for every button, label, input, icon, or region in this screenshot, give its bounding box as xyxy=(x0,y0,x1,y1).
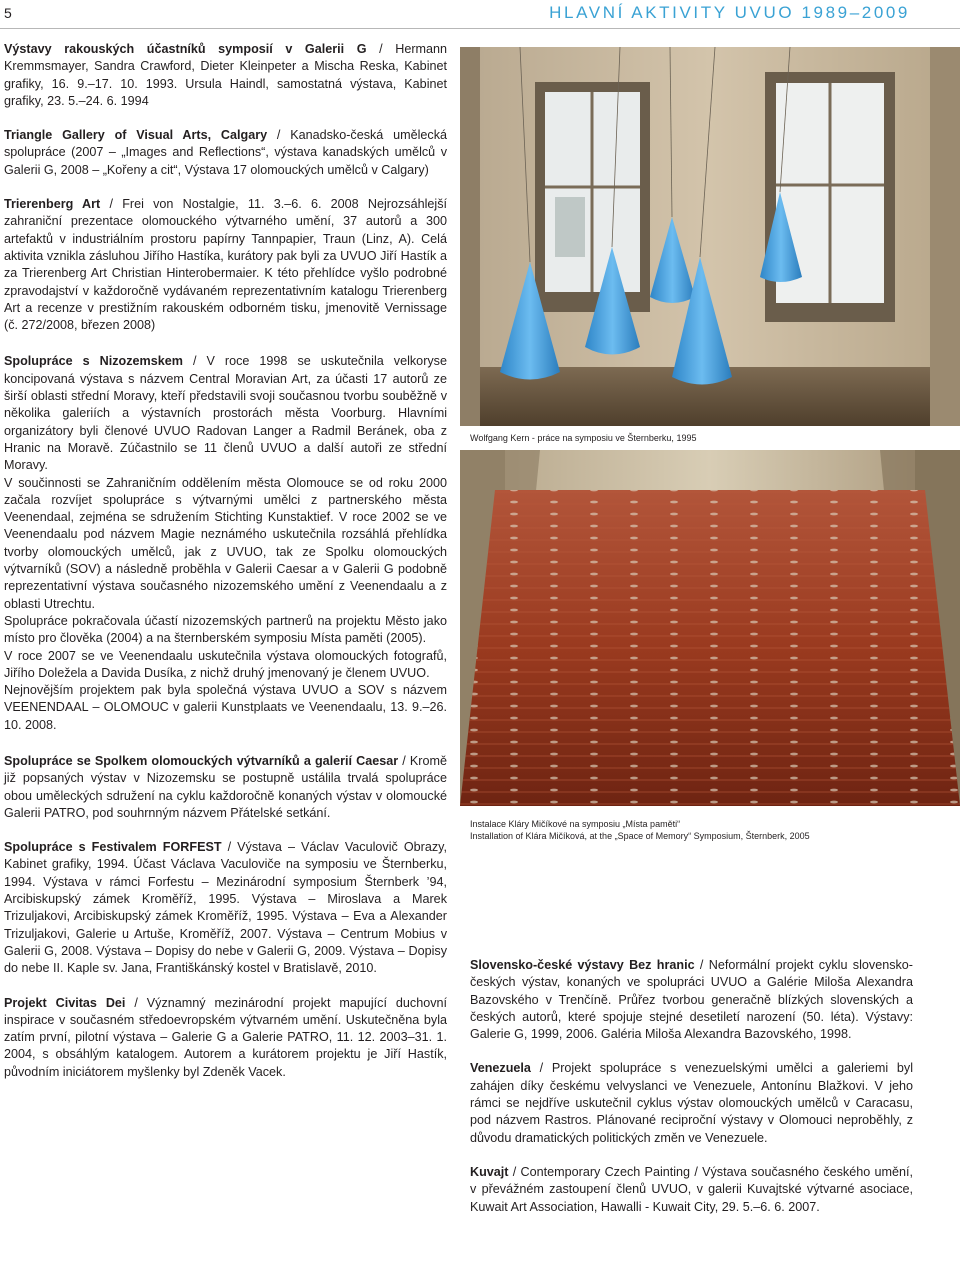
entry-body: Kromě již popsaných výstav v Nizozemsku se postupně ustálila trvalá spolupráce obou uměleckých sdružení na cyklu každoročně konaných výstav v olomoucké Galerii PATRO, pod souhrnným názvem Přátelské setkání. xyxy=(4,753,447,820)
entry-body: Contemporary Czech Painting / Výstava současného českého umění, v převážném zastoupení členů UVUO, v galerii Kuvajtské výtvarné asociace, Kuwait Art Association, Hawalli - Kuwait City, 29. 5.–6. 6. 2007. xyxy=(470,1164,913,1214)
entry-title: Slovensko-české výstavy Bez hranic xyxy=(470,958,695,972)
entry-body: Projekt spolupráce s venezuelskými umělci a galeriemi byl zahájen díky českému velvyslanci ve Venezuele, Antonínu Blažkovi. V jeho rámci se nejdříve uskutečnil cyklus výstav olomouckých umělců v Caracasu, pod názvem Rastros. Plánované reciproční výstavy v Olomouci neproběhly, z důvodu dramatických politických změn ve Venezuele. xyxy=(470,1061,913,1145)
entry-paragraph: Nejnovějším projektem pak byla společná výstava UVUO a SOV s názvem VEENENDAAL – OLOMOUC v galerii Kunstplaats ve Veenendaalu, 13. 9.–26. 10. 2008. xyxy=(4,683,447,732)
entry-slovak-czech xyxy=(470,957,913,1043)
entry-separator: / xyxy=(100,197,123,212)
entry-body: Výstava – Václav Vaculovič Obrazy, Kabinet grafiky, 1994. Účast Václava Vaculoviče na symposiu ve Šternberku, 1994. Výstava v rámci Forfestu – Mezinárodní symposium Šternberk ’94, Arcibiskupský zámek Kroměříž, 1995. Výstava – Miroslava a Marek Trizuljakovi, Arcibiskupský zámek Kroměříž, 1995. Výstava – Eva a Alexander Trizuljakovi, Galerie u Artuše, Kroměříž, 2007. Výstava – Centrum Mobius v Galerii G, 2008. Výstava – Dopisy do nebe v Galerii G, 2009. Výstava – Dopisy do nebe II. Kaple sv. Jana, Františkánský kostel v Bratislavě, 2010. xyxy=(4,840,447,976)
entry-separator: / xyxy=(694,958,709,972)
entry-separator: / xyxy=(508,1164,521,1179)
caption-line-cz: Instalace Kláry Mičíkové na symposiu „Místa paměti“ xyxy=(470,819,681,829)
entry-venezuela xyxy=(470,1060,913,1146)
entry-body: Hermann Kremmsmayer, Sandra Crawford, Dieter Kleinpeter a Mischa Reska, Kabinet grafiky, 16. 9.–17. 10. 1993. Ursula Haindl, samostatná výstava, Kabinet grafiky, 23. 5.–24. 6. 1994 xyxy=(4,42,448,108)
entry-paragraph: Spolupráce pokračovala účastí nizozemských partnerů na projektu Město jako místo pro člověka (2004) a na šternberském symposiu Místa paměti (2005). xyxy=(4,613,447,646)
entry-body: Významný mezinárodní projekt mapující duchovní inspirace v současném středoevropském výtvarném umění. Uskutečněna byla zatím první, pilotní výstava – Galerie G a Galerie PATRO, 11. 12. 2003–31. 1. 2004, s obsáhlým katalogem. Autorem a kurátorem projektu je Jiří Hastík, původním iniciátorem myšlenky byl Zdeněk Vacek. xyxy=(4,995,447,1079)
entry-title: Spolupráce se Spolkem olomouckých výtvarníků a galerií Caesar xyxy=(4,753,399,768)
entry-paragraph: V součinnosti se Zahraničním oddělením města Olomouce se od roku 2000 začala rozvíjet spolupráce s výtvarnými umělci z partnerského města Veenendaal, zejména se sdružením Stichting Kunstaktief. V roce 2002 se ve Veenendaalu pod názvem Magie neznámého uskutečnila rozsáhlá přehlídka tvorby olomouckých umělců, jak z UVUO, tak ze Spolku olomouckých výtvarníků (SOV) a následně proběhla v Galerii Caesar a v Galerii G podobně reprezentativní výstava současného nizozemského umění z Veenendaalu a z oblasti Utrechtu. xyxy=(4,475,447,611)
entry-title: Venezuela xyxy=(470,1061,531,1076)
entry-separator: / xyxy=(221,840,238,855)
entry-separator: / xyxy=(182,354,207,369)
entry-forfest xyxy=(4,839,447,977)
running-title: HLAVNÍ AKTIVITY UVUO 1989–2009 xyxy=(549,3,910,22)
caption-photo-2 xyxy=(470,818,950,842)
entry-body: Neformální projekt cyklu slovensko-českých výstav, konaných ve spolupráci UVUO a Galérie Miloša Alexandra Bazovského v Trenčíně. Průřez tvorbou generačně blízkých slovenských a českých autorů, které spojuje stejné desetiletí narození (50. léta). Výstavy: Galerie G, 1999, 2006. Galéria Miloša Alexandra Bazovského, 1998. xyxy=(470,958,913,1042)
entry-separator: / xyxy=(530,1061,552,1076)
entry-title: Kuvajt xyxy=(470,1164,509,1179)
entry-title: Triangle Gallery of Visual Arts, Calgary xyxy=(4,128,268,143)
entry-separator: / xyxy=(125,995,147,1010)
entry-netherlands xyxy=(4,353,447,734)
header-rule xyxy=(0,28,960,29)
photo-blue-fabric-installation xyxy=(460,47,960,426)
caption-photo-1: Wolfgang Kern - práce na symposiu ve Šternberku, 1995 xyxy=(470,433,697,443)
entry-title: Spolupráce s Nizozemskem xyxy=(4,354,183,369)
page-number: 5 xyxy=(4,5,12,21)
entry-body: Frei von Nostalgie, 11. 3.–6. 6. 2008 Nejrozsáhlejší zahraniční prezentace olomouckého výtvarného umění, 37 autorů a 300 artefaktů v industriálním prostoru papírny Tannpapier, Traun (Linz, A). Celá aktivita vznikla zásluhou Jiřího Hastíka, kurátory pak byli za UVUO Jiří Hastík a za Trierenberg Art Christian Hinterobermaier. K této přehlídce vyšlo podrobné zpravodajství v každoročně vydávaném reprezentativním katalogu Trierenberg Art a recenze v prestižním rakouském odborném tisku, jmenovitě Vernissage (č. 272/2008, březen 2008) xyxy=(4,197,448,333)
entry-civitas-dei xyxy=(4,995,447,1081)
entry-title: Trierenberg Art xyxy=(4,197,101,212)
right-text-column xyxy=(470,957,913,1233)
entry-title: Spolupráce s Festivalem FORFEST xyxy=(4,840,222,855)
entry-austrian-exhibitions xyxy=(4,41,447,110)
entry-kuwait xyxy=(470,1164,913,1216)
entry-title: Projekt Civitas Dei xyxy=(4,995,126,1010)
entry-body: V roce 1998 se uskutečnila velkoryse koncipovaná výstava s názvem Central Moravian Art, za účasti 17 autorů ze širší oblasti střední Moravy, kteří představili svoji současnou tvorbu souběžně v několika galeriích a výstavních prostorách města Voorburg. Hlavními organizátory byli členové UVUO Radovan Langer a Radmil Beránek, oba z Hranic na Moravě. Zúčastnilo se 11 členů UVUO a další autoři ze střední Moravy. xyxy=(4,354,447,473)
entry-body: Kanadsko-česká umělecká spolupráce (2007 – „Images and Reflections“, výstava kanadských umělců v Galerii G, 2008 – „Kořeny a cit“, Výstava 17 olomouckých umělců v Calgary) xyxy=(4,128,447,177)
entry-caesar xyxy=(4,753,447,822)
left-text-column xyxy=(4,41,447,1098)
entry-separator: / xyxy=(267,128,291,143)
entry-title: Výstavy rakouských účastníků symposií v Galerii G xyxy=(4,42,367,56)
entry-trierenberg-art xyxy=(4,196,447,334)
entry-triangle-gallery xyxy=(4,127,447,179)
entry-separator: / xyxy=(398,753,410,768)
photo-red-floor-installation xyxy=(460,450,960,806)
caption-line-en: Installation of Klára Mičíková, at the „Space of Memory“ Symposium, Šternberk, 2005 xyxy=(470,831,810,841)
entry-separator: / xyxy=(366,42,396,56)
entry-paragraph: V roce 2007 se ve Veenendaalu uskutečnila výstava olomouckých fotografů, Jiřího Doležela a Davida Dusíka, z nichž druhý jmenovaný je členem UVUO. xyxy=(4,648,447,680)
